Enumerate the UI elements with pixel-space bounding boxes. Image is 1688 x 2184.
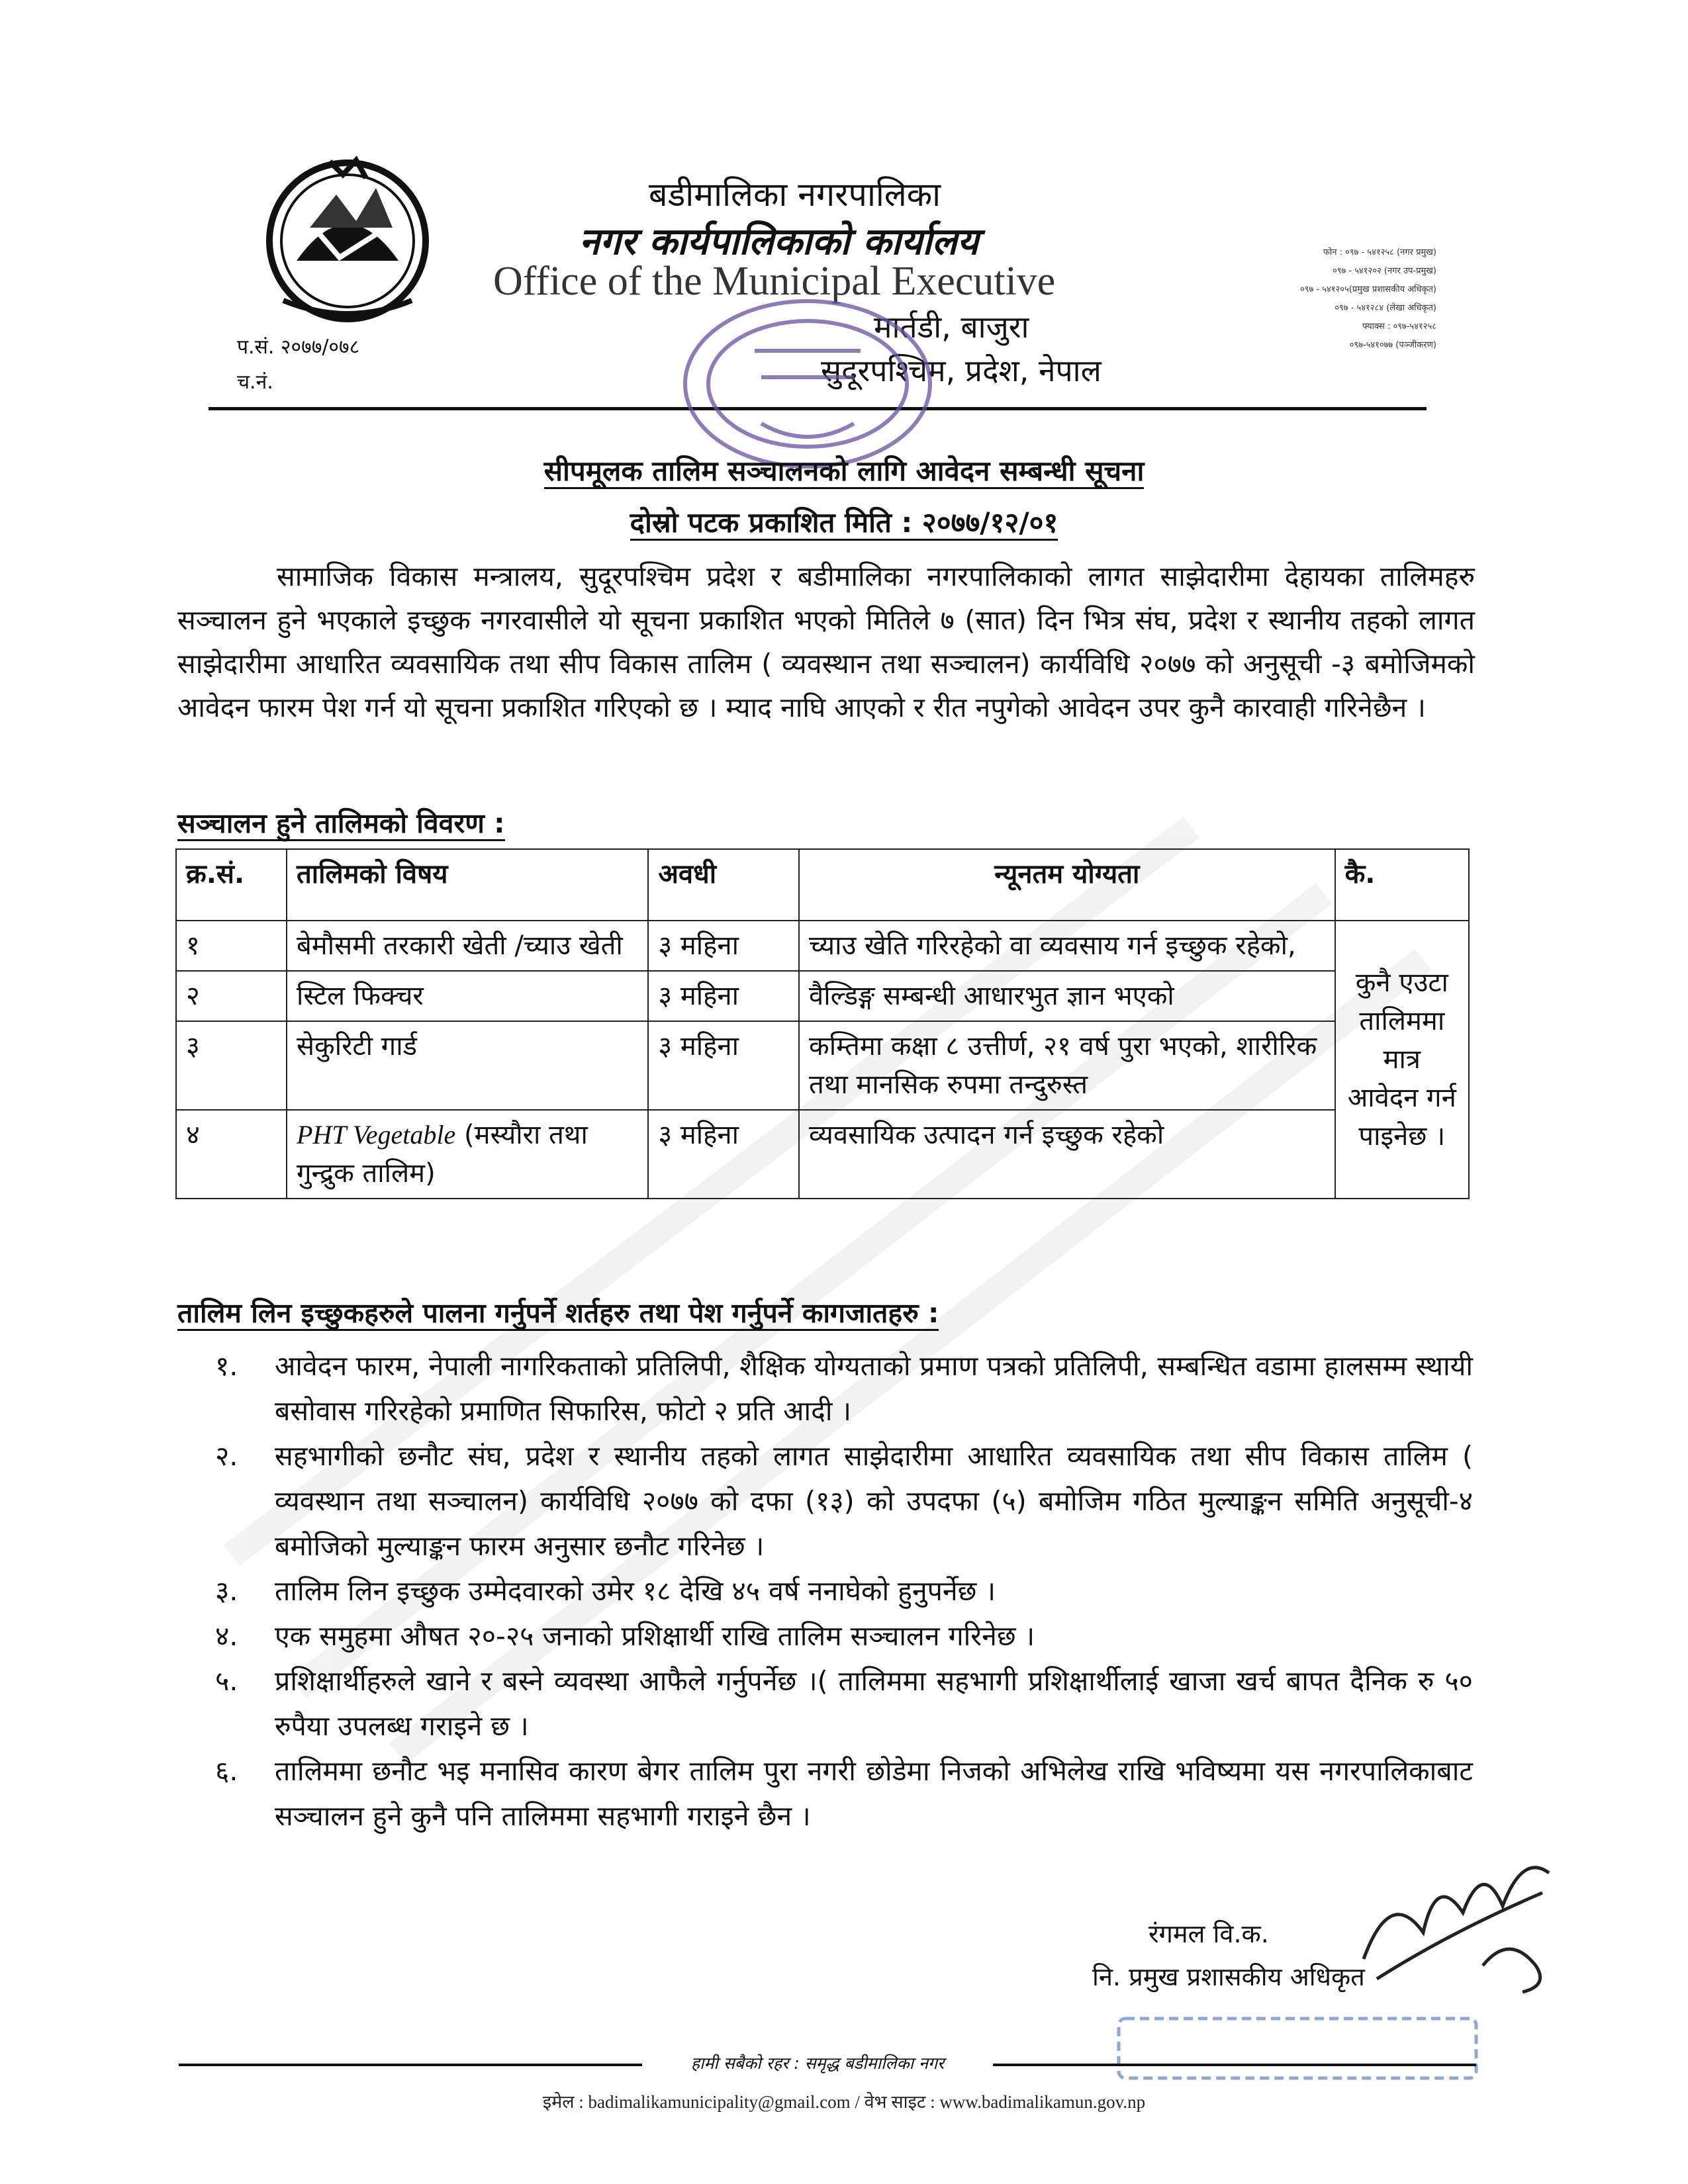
intro-paragraph: सामाजिक विकास मन्त्रालय, सुदूरपश्चिम प्रदेश र बडीमालिका नगरपालिकाको लागत साझेदारीमा देहायका तालिमहरु सञ्चालन हुने भएकाले इच्छुक नगरवासीले यो सूचना प्रकाशित भएको मितिले ७ (सात) दिन भित्र संघ, प्रदेश र स्थानीय तहको लागत साझेदारीमा आधारित व्यवसायिक तथा सीप विकास तालिम ( व्यवस्थान तथा सञ्चालन) कार्यविधि २०७७ को अनुसूची -३ बमोजिमको आवेदन फारम पेश गर्न यो सूचना प्रकाशित गरिएको छ । म्याद नाघि आएको र रीत नपुगेको आवेदन उपर कुनै कारवाही गरिनेछैन । <box>177 561 1475 723</box>
header-duration: अवधी <box>648 849 799 921</box>
municipality-name: बडीमालिका नगरपालिका <box>649 175 941 214</box>
cell-subject: सेकुरिटी गार्ड <box>287 1021 648 1110</box>
cell-subject: स्टिल फिक्चर <box>287 971 648 1021</box>
item-text: प्रशिक्षार्थीहरुले खाने र बस्ने व्यवस्था आफैले गर्नुपर्नेछ ।( तालिममा सहभागी प्रशिक्षार्थीलाई खाजा खर्च बापत दैनिक रु ५० रुपैया उपलब्ध गराइने छ । <box>275 1665 1473 1742</box>
cell-qualification: च्याउ खेति गरिरहेको वा व्यवसाय गर्न इच्छुक रहेको, <box>799 921 1335 971</box>
item-number: ६. <box>215 1755 238 1787</box>
conditions-heading <box>177 1294 939 1331</box>
footer-motto: हामी सबैको रहर : समृद्ध बडीमालिका नगर <box>690 2054 945 2073</box>
trainings-heading <box>177 804 505 841</box>
conditions-heading-text: तालिम लिन इच्छुकहरुले पालना गर्नुपर्ने शर्तहरु तथा पेश गर्नुपर्ने कागजातहरु : <box>177 1297 939 1331</box>
conditions-list <box>215 1343 1473 1839</box>
office-name-english: Office of the Municipal Executive <box>493 259 1056 304</box>
cell-duration: ३ महिना <box>648 1021 799 1110</box>
office-province: सुदूरपश्चिम, प्रदेश, नेपाल <box>821 353 1102 388</box>
republish-date <box>0 503 1688 541</box>
office-name: नगर कार्यपालिकाको कार्यालय <box>579 220 979 263</box>
contact-line: ०९७ - ५४१२०५(प्रमुख प्रशासकीय अधिकृत) <box>1300 285 1436 295</box>
header-serial: क्र.सं. <box>176 849 287 921</box>
contact-line: ०९७-५४१०७७ (पञ्जीकरण) <box>1349 340 1436 350</box>
republish-date-text: दोस्रो पटक प्रकाशित मिति : २०७७/१२/०१ <box>630 506 1058 541</box>
item-text: एक समुहमा औषत २०-२५ जनाको प्रशिक्षार्थी राखि तालिम सञ्चालन गरिनेछ । <box>275 1620 1035 1652</box>
handwritten-signature <box>1350 1833 1562 2005</box>
cell-qualification: व्यवसायिक उत्पादन गर्न इच्छुक रहेको <box>799 1110 1335 1199</box>
item-number: ५. <box>215 1665 238 1697</box>
officer-stamp <box>1112 2012 1483 2085</box>
list-item <box>215 1749 1473 1839</box>
item-number: ३. <box>215 1575 238 1607</box>
list-item <box>215 1569 1473 1614</box>
cell-duration: ३ महिना <box>648 1110 799 1199</box>
training-table <box>175 848 1470 1199</box>
notice-title <box>0 451 1688 489</box>
header-qualification: न्यूनतम योग्यता <box>799 849 1335 921</box>
item-text: आवेदन फारम, नेपाली नागरिकताको प्रतिलिपी, शैक्षिक योग्यताको प्रमाण पत्रको प्रतिलिपी, सम्बन्धित वडामा हालसम्म स्थायी बसोवास गरिरहेको प्रमाणित सिफारिस, फोटो २ प्रति आदी । <box>275 1350 1473 1427</box>
cell-subject-nepali: (मस्यौरा तथा गुन्द्रुक तालिम) <box>296 1120 588 1189</box>
office-location: मार्तडी, बाजुरा <box>874 309 1029 345</box>
list-item <box>215 1659 1473 1749</box>
contact-line: फोन : ०९७ - ५४१२५८ (नगर प्रमुख) <box>1323 248 1436 257</box>
item-text: तालिम लिन इच्छुक उम्मेदवारको उमेर १८ देखि ४५ वर्ष ननाघेको हुनुपर्नेछ । <box>275 1575 996 1607</box>
contact-line: फ्याक्स : ०९७-५४१२५८ <box>1362 322 1436 332</box>
cell-subject-latin: PHT Vegetable <box>296 1120 456 1150</box>
cell-subject <box>287 1110 648 1199</box>
cell-serial: १ <box>176 921 287 971</box>
footer-divider-right <box>993 2064 1476 2066</box>
cell-duration: ३ महिना <box>648 921 799 971</box>
list-item <box>215 1614 1473 1659</box>
header-remark: कै. <box>1335 849 1469 921</box>
cell-serial: २ <box>176 971 287 1021</box>
footer-divider-left <box>179 2064 642 2066</box>
trainings-heading-text: सञ्चालन हुने तालिमको विवरण : <box>177 807 505 841</box>
item-number: ४. <box>215 1620 238 1652</box>
header-subject: तालिमको विषय <box>287 849 648 921</box>
cell-duration: ३ महिना <box>648 971 799 1021</box>
contact-line: ०९७ - ५४१२८४ (लेखा अधिकृत) <box>1335 303 1436 313</box>
list-item <box>215 1433 1473 1569</box>
cell-serial: ३ <box>176 1021 287 1110</box>
dispatch-number: च.नं. <box>237 371 273 394</box>
table-row <box>176 1110 1469 1199</box>
nepal-emblem-icon <box>257 148 439 324</box>
table-row <box>176 921 1469 971</box>
cell-serial: ४ <box>176 1110 287 1199</box>
cell-qualification: कम्तिमा कक्षा ८ उत्तीर्ण, २१ वर्ष पुरा भएको, शारीरिक तथा मानसिक रुपमा तन्दुरुस्त <box>799 1021 1335 1110</box>
item-text: सहभागीको छनौट संघ, प्रदेश र स्थानीय तहको लागत साझेदारीमा आधारित व्यवसायिक तथा सीप विकास तालिम ( व्यवस्थान तथा सञ्चालन) कार्यविधि २०७७ को दफा (१३) को उपदफा (५) बमोजिम गठित मुल्याङ्कन समिति अनुसूची-४ बमोजिको मुल्याङ्कन फारम अनुसार छनौट गरिनेछ । <box>275 1440 1473 1562</box>
table-row <box>176 1021 1469 1110</box>
table-header-row <box>176 849 1469 921</box>
contact-line: ०९७ - ५४१२०२ (नगर उप-प्रमुख) <box>1332 266 1436 276</box>
cell-remark: कुनै एउटा तालिममा मात्र आवेदन गर्न पाइनेछ । <box>1335 921 1469 1199</box>
signer-title: नि. प्रमुख प्रशासकीय अधिकृत <box>1092 1962 1365 1991</box>
signer-name: रंगमल वि.क. <box>1149 1919 1269 1948</box>
contact-numbers <box>1178 244 1436 355</box>
item-text: तालिममा छनौट भइ मनासिव कारण बेगर तालिम पुरा नगरी छोडेमा निजको अभिलेख राखि भविष्यमा यस नगरपालिकाबाट सञ्चालन हुने कुनै पनि तालिममा सहभागी गराइने छैन । <box>275 1755 1473 1832</box>
list-item <box>215 1343 1473 1433</box>
reference-number: प.सं. २०७७/०७८ <box>237 336 360 359</box>
cell-subject: बेमौसमी तरकारी खेती /च्याउ खेती <box>287 921 648 971</box>
table-row <box>176 971 1469 1021</box>
item-number: १. <box>215 1350 238 1382</box>
footer-contact: इमेल : badimalikamunicipality@gmail.com / वेभ साइट : www.badimalikamun.gov.np <box>542 2092 1146 2112</box>
cell-qualification: वैल्डिङ्ग सम्बन्धी आधारभुत ज्ञान भएको <box>799 971 1335 1021</box>
notice-title-text: सीपमूलक तालिम सञ्चालनको लागि आवेदन सम्बन्धी सूचना <box>544 455 1145 489</box>
item-number: २. <box>215 1440 238 1472</box>
